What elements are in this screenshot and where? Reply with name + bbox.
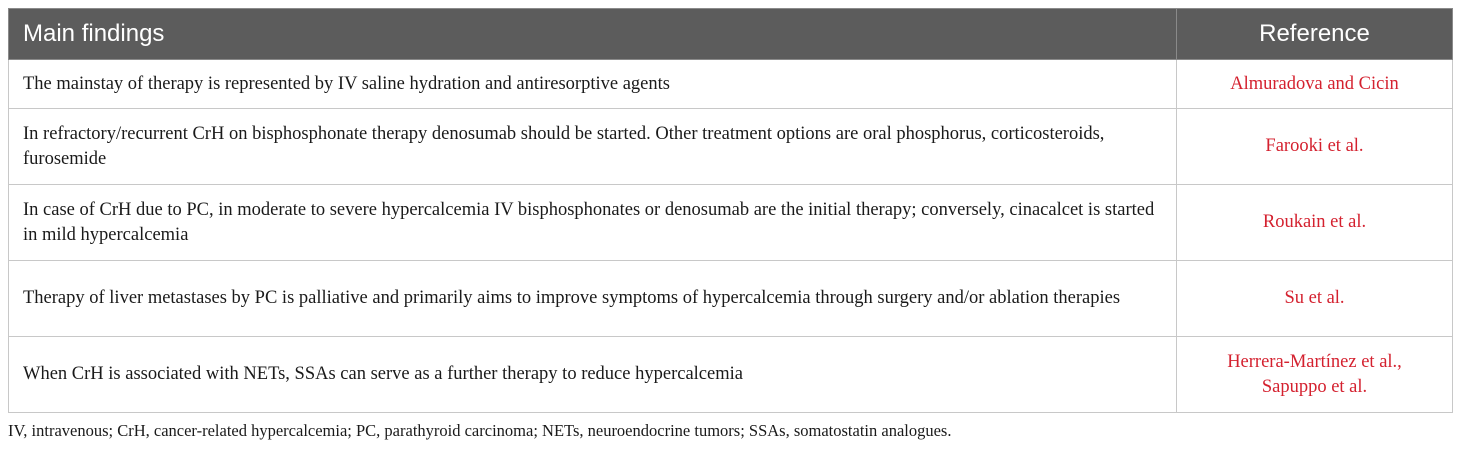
table-header-row xyxy=(9,9,1453,60)
reference-cell xyxy=(1177,185,1453,261)
reference-cell xyxy=(1177,60,1453,109)
reference-link[interactable]: Sapuppo et al. xyxy=(1261,376,1368,397)
table-row xyxy=(9,60,1453,109)
header-reference: Reference xyxy=(1177,9,1453,60)
reference-cell xyxy=(1177,109,1453,185)
reference-link[interactable]: Farooki et al. xyxy=(1265,136,1364,156)
table-row xyxy=(9,109,1453,185)
reference-cell xyxy=(1177,261,1453,337)
reference-link[interactable]: Almuradova and Cicin xyxy=(1230,73,1399,94)
findings-table-container xyxy=(8,8,1452,413)
finding-cell: In refractory/recurrent CrH on bisphosphonate therapy denosumab should be started. Other treatment options are oral phosphorus, corticosteroids, furosemide xyxy=(9,109,1177,185)
header-main-findings: Main findings xyxy=(9,9,1177,60)
reference-link[interactable]: Su et al. xyxy=(1284,288,1345,308)
table-row xyxy=(9,261,1453,337)
findings-table xyxy=(8,8,1453,413)
table-footnote: IV, intravenous; CrH, cancer-related hypercalcemia; PC, parathyroid carcinoma; NETs, neuroendocrine tumors; SSAs, somatostatin analogues. xyxy=(8,421,952,440)
finding-cell: Therapy of liver metastases by PC is palliative and primarily aims to improve symptoms of hypercalcemia through surgery and/or ablation therapies xyxy=(9,261,1177,337)
reference-cell xyxy=(1177,337,1453,413)
table-row xyxy=(9,337,1453,413)
finding-cell: In case of CrH due to PC, in moderate to severe hypercalcemia IV bisphosphonates or denosumab are the initial therapy; conversely, cinacalcet is started in mild hypercalcemia xyxy=(9,185,1177,261)
reference-link[interactable]: Roukain et al. xyxy=(1262,212,1367,232)
reference-link[interactable]: Herrera-Martínez et al., xyxy=(1227,351,1402,372)
table-row xyxy=(9,185,1453,261)
finding-cell: When CrH is associated with NETs, SSAs can serve as a further therapy to reduce hypercalcemia xyxy=(9,337,1177,413)
finding-cell: The mainstay of therapy is represented by IV saline hydration and antiresorptive agents xyxy=(9,60,1177,109)
